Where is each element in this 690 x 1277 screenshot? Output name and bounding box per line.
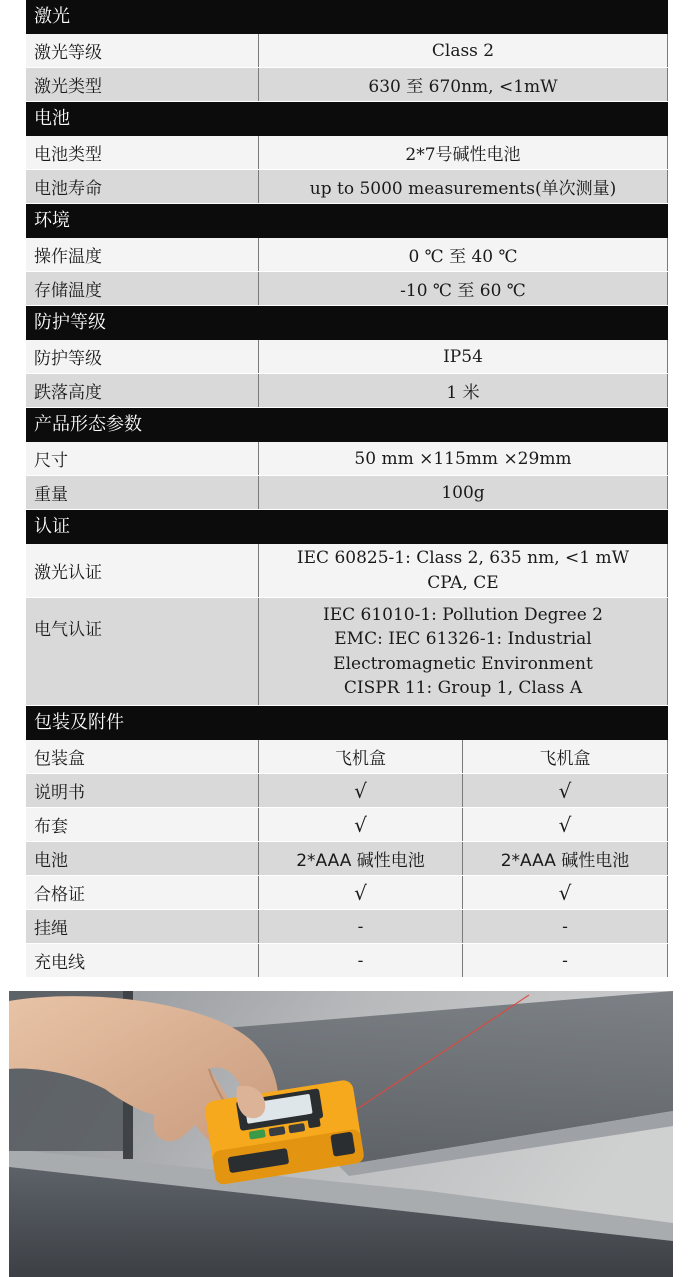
- section-header-form: 产品形态参数: [26, 408, 668, 442]
- table-row: [26, 272, 668, 306]
- section-header-laser: 激光: [26, 0, 668, 34]
- row-label: 挂绳: [26, 910, 259, 943]
- table-row: [26, 910, 668, 944]
- section-header-package: 包装及附件: [26, 706, 668, 740]
- row-value-a: 飞机盒: [259, 740, 463, 773]
- table-row: [26, 442, 668, 476]
- table-row: [26, 340, 668, 374]
- row-value: 50 mm ×115mm ×29mm: [259, 442, 668, 475]
- row-value-a: -: [259, 910, 463, 943]
- table-row: [26, 68, 668, 102]
- row-value-a: 2*AAA 碱性电池: [259, 842, 463, 875]
- row-value: up to 5000 measurements(单次测量): [259, 170, 668, 203]
- table-row: [26, 476, 668, 510]
- check-mark-icon: √: [259, 876, 463, 909]
- section-header-environment: 环境: [26, 204, 668, 238]
- check-mark-icon: √: [259, 808, 463, 841]
- row-value: 100g: [259, 476, 668, 509]
- row-label: 电池类型: [26, 136, 259, 169]
- section-header-protection: 防护等级: [26, 306, 668, 340]
- row-value: 0 ℃ 至 40 ℃: [259, 238, 668, 271]
- row-label: 防护等级: [26, 340, 259, 373]
- row-value-b: 2*AAA 碱性电池: [463, 842, 668, 875]
- check-mark-icon: √: [463, 808, 668, 841]
- row-label: 电池寿命: [26, 170, 259, 203]
- row-label: 电气认证: [26, 598, 259, 705]
- row-value: IP54: [259, 340, 668, 373]
- section-header-battery: 电池: [26, 102, 668, 136]
- table-row: [26, 544, 668, 598]
- product-photo: [9, 991, 673, 1277]
- row-value: [259, 544, 668, 597]
- row-label: 重量: [26, 476, 259, 509]
- table-row: [26, 170, 668, 204]
- row-value-b: -: [463, 910, 668, 943]
- row-label: 激光认证: [26, 544, 259, 597]
- table-row: [26, 238, 668, 272]
- table-row: [26, 774, 668, 808]
- table-row: [26, 136, 668, 170]
- spec-table: [26, 0, 668, 978]
- table-row: [26, 598, 668, 706]
- row-label: 尺寸: [26, 442, 259, 475]
- value-line: EMC: IEC 61326-1: Industrial: [334, 629, 592, 649]
- section-header-certification: 认证: [26, 510, 668, 544]
- value-line: IEC 61010-1: Pollution Degree 2: [322, 604, 603, 625]
- row-label: 说明书: [26, 774, 259, 807]
- row-label: 包装盒: [26, 740, 259, 773]
- row-label: 激光等级: [26, 34, 259, 67]
- row-value: -10 ℃ 至 60 ℃: [259, 272, 668, 305]
- row-label: 激光类型: [26, 68, 259, 101]
- row-label: 操作温度: [26, 238, 259, 271]
- row-label: 充电线: [26, 944, 259, 977]
- check-mark-icon: √: [259, 774, 463, 807]
- table-row: [26, 374, 668, 408]
- row-label: 布套: [26, 808, 259, 841]
- row-label: 电池: [26, 842, 259, 875]
- table-row: [26, 808, 668, 842]
- row-value-b: 飞机盒: [463, 740, 668, 773]
- row-label: 存储温度: [26, 272, 259, 305]
- table-row: [26, 34, 668, 68]
- table-row: [26, 842, 668, 876]
- table-row: [26, 876, 668, 910]
- table-row: [26, 740, 668, 774]
- value-line: Electromagnetic Environment: [333, 653, 593, 674]
- row-label: 合格证: [26, 876, 259, 909]
- row-value-a: -: [259, 944, 463, 977]
- row-value: 1 米: [259, 374, 668, 407]
- row-value: 2*7号碱性电池: [259, 136, 668, 169]
- value-line: CISPR 11: Group 1, Class A: [343, 678, 583, 698]
- row-value: Class 2: [259, 34, 668, 67]
- value-line: CPA, CE: [427, 572, 499, 593]
- value-line: IEC 60825-1: Class 2, 635 nm, <1 mW: [296, 548, 630, 568]
- row-value-b: -: [463, 944, 668, 977]
- check-mark-icon: √: [463, 774, 668, 807]
- table-row: [26, 944, 668, 978]
- row-value: [259, 598, 668, 705]
- check-mark-icon: √: [463, 876, 668, 909]
- product-photo-illustration: [9, 991, 673, 1277]
- row-label: 跌落高度: [26, 374, 259, 407]
- row-value: 630 至 670nm, <1mW: [259, 68, 668, 101]
